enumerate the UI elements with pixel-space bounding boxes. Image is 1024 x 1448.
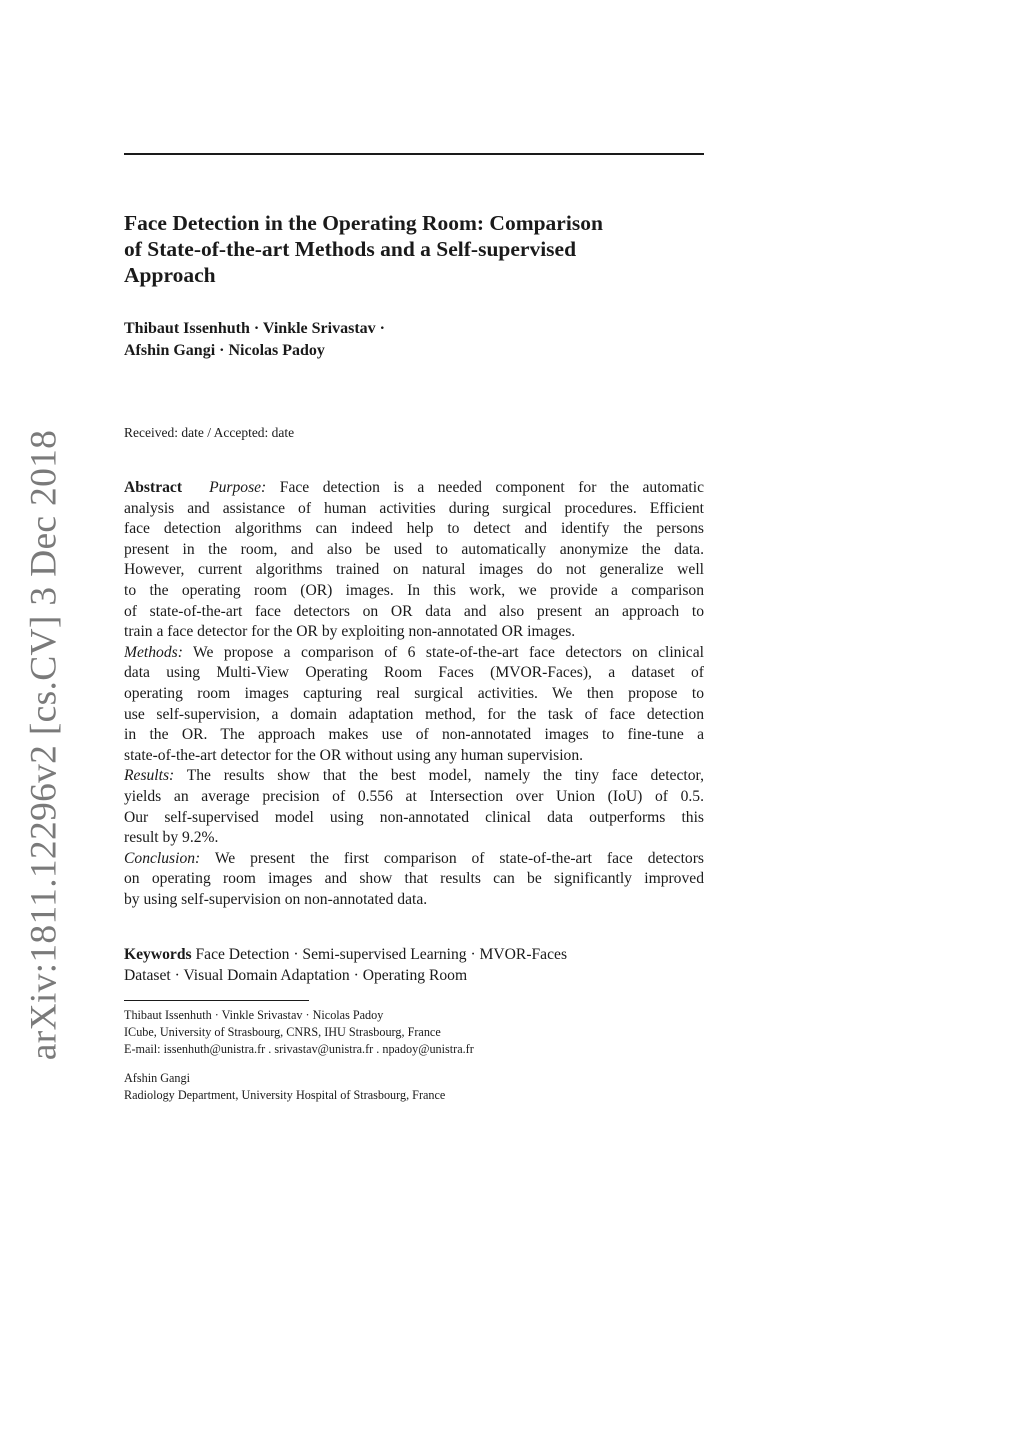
paper-title bbox=[124, 210, 724, 288]
abstract-line: state-of-the-art detector for the OR without using any human supervision. bbox=[124, 746, 584, 764]
abstract-line: data using Multi-View Operating Room Faces (MVOR-Faces), a dataset of bbox=[124, 664, 704, 682]
footnote-authors: Thibaut Issenhuth · Vinkle Srivastav · Nicolas Padoy bbox=[124, 1008, 384, 1022]
keywords-text: Face Detection · Semi-supervised Learning · MVOR-Faces bbox=[191, 946, 568, 963]
abstract-line: yields an average precision of 0.556 at Intersection over Union (IoU) of 0.5. bbox=[124, 787, 704, 805]
abstract-line: operating room images capturing real surgical activities. We then propose to bbox=[124, 684, 704, 702]
footnote-email: E-mail: issenhuth@unistra.fr . srivastav@unistra.fr . npadoy@unistra.fr bbox=[124, 1042, 474, 1057]
abstract-line: of state-of-the-art face detectors on OR data and also present an approach to bbox=[124, 602, 704, 620]
abstract-line: by using self-supervision on non-annotated data. bbox=[124, 890, 428, 908]
results-text: The results show that the best model, namely the tiny face detector, bbox=[174, 767, 704, 785]
abstract-line: Our self-supervised model using non-annotated clinical data outperforms this bbox=[124, 808, 704, 826]
abstract-heading: Abstract bbox=[124, 479, 183, 496]
author-list bbox=[124, 318, 385, 362]
abstract-line bbox=[124, 849, 704, 870]
received-date: Received: date / Accepted: date bbox=[124, 425, 295, 440]
keywords bbox=[124, 945, 704, 986]
abstract-line bbox=[124, 478, 704, 499]
abstract-line: present in the room, and also be used to automatically anonymize the data. bbox=[124, 540, 704, 558]
abstract-line: on operating room images and show that results can be significantly improved bbox=[124, 870, 704, 888]
purpose-text: Face detection is a needed component for the automatic bbox=[266, 479, 704, 496]
abstract-line: analysis and assistance of human activities during surgical procedures. Efficient bbox=[124, 499, 704, 517]
footnote-authors: Afshin Gangi bbox=[124, 1070, 191, 1085]
abstract-line: train a face detector for the OR by exploiting non-annotated OR images. bbox=[124, 623, 576, 641]
results-label: Results: bbox=[124, 767, 175, 785]
title-line: of State-of-the-art Methods and a Self-supervised bbox=[124, 237, 577, 261]
author-line: Afshin Gangi · Nicolas Padoy bbox=[124, 342, 325, 359]
footnote-rule bbox=[124, 1000, 309, 1001]
conclusion-label: Conclusion: bbox=[124, 849, 201, 867]
conclusion-text: We present the first comparison of state-of-the-art face detectors bbox=[200, 849, 704, 867]
abstract-line bbox=[124, 643, 704, 664]
author-line: Thibaut Issenhuth · Vinkle Srivastav · bbox=[124, 320, 385, 337]
abstract-line bbox=[124, 766, 704, 787]
footnote-spacer bbox=[124, 1059, 474, 1070]
title-line: Face Detection in the Operating Room: Comparison bbox=[124, 211, 603, 235]
keywords-heading: Keywords bbox=[124, 946, 192, 963]
methods-text: We propose a comparison of 6 state-of-the-art face detectors on clinical bbox=[182, 643, 704, 661]
footnotes bbox=[124, 1007, 474, 1104]
purpose-label: Purpose: bbox=[209, 479, 267, 496]
methods-label: Methods: bbox=[124, 643, 183, 661]
abstract-line: result by 9.2%. bbox=[124, 829, 219, 847]
footnote-affiliation: ICube, University of Strasbourg, CNRS, IHU Strasbourg, France bbox=[124, 1025, 441, 1040]
title-line: Approach bbox=[124, 263, 216, 287]
top-rule bbox=[124, 153, 704, 155]
abstract-line: face detection algorithms can indeed help to detect and identify the persons bbox=[124, 520, 704, 538]
arxiv-id: arXiv:1811.12296v2 [cs.CV] 3 Dec 2018 bbox=[23, 429, 65, 1061]
abstract-line: to the operating room (OR) images. In this work, we provide a comparison bbox=[124, 581, 704, 599]
abstract-line: use self-supervision, a domain adaptation method, for the task of face detection bbox=[124, 705, 704, 723]
keywords-line bbox=[124, 945, 704, 966]
abstract-line: in the OR. The approach makes use of non-annotated images to fine-tune a bbox=[124, 726, 704, 744]
keywords-line: Dataset · Visual Domain Adaptation · Operating Room bbox=[124, 966, 468, 984]
abstract-line: However, current algorithms trained on natural images do not generalize well bbox=[124, 561, 704, 579]
footnote-affiliation: Radiology Department, University Hospital of Strasbourg, France bbox=[124, 1087, 446, 1102]
abstract bbox=[124, 478, 704, 910]
